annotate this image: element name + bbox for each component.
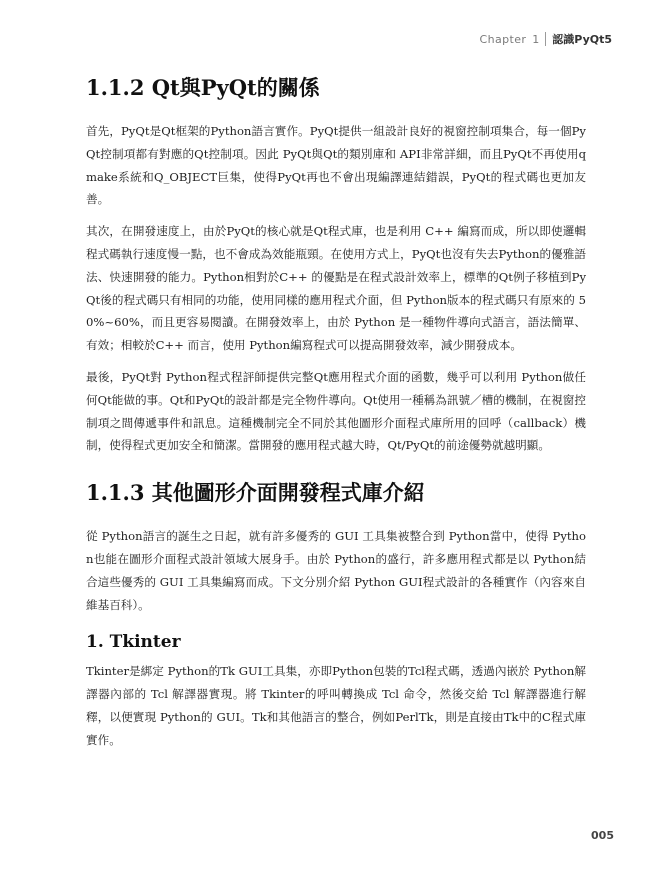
chapter-label: Chapter (479, 32, 527, 46)
paragraph: 最後，PyQt對 Python程式程評師提供完整Qt應用程式介面的函數，幾乎可以利用 Python做任何Qt能做的事。Qt和PyQt的設計都是完全物件導向。Qt使用一種稱為訊號／槽的機制，在視窗控制項之間傳遞事件和訊息。這種機制完全不同於其他圖形介面程式庫所用的回呼（callback）機制，使得程式更加安全和簡潔。當開發的應用程式越大時，Qt/PyQt的前途優勢就越明顯。 (86, 369, 586, 453)
subsection-heading-tkinter: 1. Tkinter (86, 632, 181, 653)
page-content (86, 64, 586, 752)
header-divider (545, 32, 546, 46)
running-header (480, 31, 612, 47)
section-heading-1-1-2: 1.1.2 Qt與PyQt的關係 (86, 75, 320, 100)
paragraph: 首先，PyQt是Qt框架的Python語言實作。PyQt提供一組設計良好的視窗控制項集合，每一個PyQt控制項都有對應的Qt控制項。因此 PyQt與Qt的類別庫和 API非常詳細，而且PyQt不再使用qmake系統和Q_OBJECT巨集，使得PyQt再也不會出現編譯連結錯誤，PyQt的程式碼也更加友善。 (86, 124, 586, 207)
chapter-title: 認識PyQt5 (552, 33, 612, 46)
section-heading-1-1-3: 1.1.3 其他圖形介面開發程式庫介紹 (86, 480, 425, 506)
page-number: 005 (591, 829, 614, 842)
chapter-number: 1 (532, 32, 540, 46)
paragraph: 從 Python語言的誕生之日起，就有許多優秀的 GUI 工具集被整合到 Python當中，使得 Python也能在圖形介面程式設計領域大展身手。由於 Python的盛行，許多應用程式都是以 Python結合這些優秀的 GUI 工具集編寫而成。下文分別介紹 Python GUI程式設計的各種實作（內容來自維基百科）。 (86, 529, 586, 612)
paragraph: Tkinter是綁定 Python的Tk GUI工具集，亦即Python包裝的Tcl程式碼，透過內嵌於 Python解譯器內部的 Tcl 解譯器實現。將 Tkinter的呼叫轉換成 Tcl 命令，然後交給 Tcl 解譯器進行解釋，以便實現 Python的 GUI。Tk和其他語言的整合，例如PerlTk，則是直接由Tk中的C程式庫實作。 (86, 664, 586, 747)
paragraph: 其次，在開發速度上，由於PyQt的核心就是Qt程式庫，也是利用 C++ 編寫而成，所以即使邏輯程式碼執行速度慢一點，也不會成為效能瓶頸。在使用方式上，PyQt也沒有失去Python的優雅語法、快速開發的能力。Python相對於C++ 的優點是在程式設計效率上，標準的Qt例子移植到PyQt後的程式碼只有相同的功能，使用同樣的應用程式介面，但 Python版本的程式碼只有原來的 50%~60%，而且更容易閱讀。在開發效率上，由於 Python 是一種物件導向式語言，語法簡單、有效；相較於C++ 而言，使用 Python編寫程式可以提高開發效率，減少開發成本。 (86, 224, 586, 353)
